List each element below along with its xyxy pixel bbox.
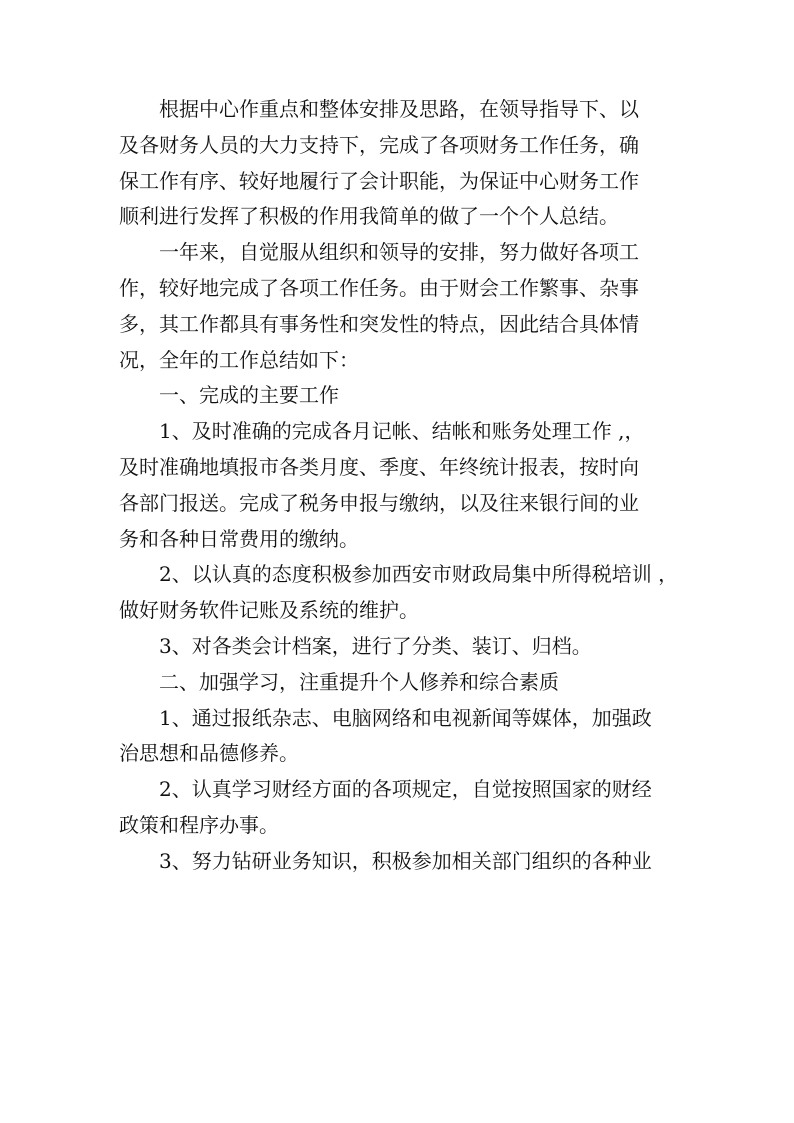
section-heading: 二、加强学习，注重提升个人修养和综合素质 [159, 669, 559, 694]
text-line: 况，全年的工作总结如下： [119, 347, 359, 372]
text-line: 及时准确地填报市各类月度、季度、年终统计报表，按时向 [119, 454, 639, 479]
text-line: 治思想和品德修养。 [119, 741, 299, 766]
text-line: 做好财务软件记账及系统的维护。 [119, 598, 419, 623]
text-line: 各部门报送。完成了税务申报与缴纳，以及往来银行间的业 [119, 490, 639, 515]
document-body [119, 92, 679, 880]
text-line: 2、以认真的态度积极参加西安市财政局集中所得税培训 ， [159, 562, 679, 587]
text-line: 1、及时准确的完成各月记帐、结帐和账务处理工作 ,， [159, 419, 645, 444]
text-line: 3、对各类会计档案，进行了分类、装订、归档。 [159, 633, 592, 658]
text-line: 政策和程序办事。 [119, 812, 279, 837]
text-line: 顺利进行发挥了积极的作用我简单的做了一个个人总结。 [119, 204, 619, 229]
text-line: 作，较好地完成了各项工作任务。由于财会工作繁事、杂事 [119, 275, 639, 300]
text-line: 根据中心作重点和整体安排及思路，在领导指导下、以 [159, 97, 639, 121]
section-heading: 一、完成的主要工作 [159, 383, 339, 408]
text-line: 及各财务人员的大力支持下，完成了各项财务工作任务，确 [119, 132, 639, 157]
text-line: 保工作有序、较好地履行了会计职能，为保证中心财务工作 [119, 168, 639, 193]
text-line: 务和各种日常费用的缴纳。 [119, 526, 359, 551]
text-line: 多，其工作都具有事务性和突发性的特点，因此结合具体情 [119, 311, 639, 336]
text-line: 一年来，自觉服从组织和领导的安排，努力做好各项工 [159, 240, 639, 265]
text-line: 3、努力钻研业务知识，积极参加相关部门组织的各种业 [159, 848, 652, 873]
text-line: 2、认真学习财经方面的各项规定，自觉按照国家的财经 [159, 777, 652, 802]
text-line: 1、通过报纸杂志、电脑网络和电视新闻等媒体，加强政 [159, 705, 652, 730]
